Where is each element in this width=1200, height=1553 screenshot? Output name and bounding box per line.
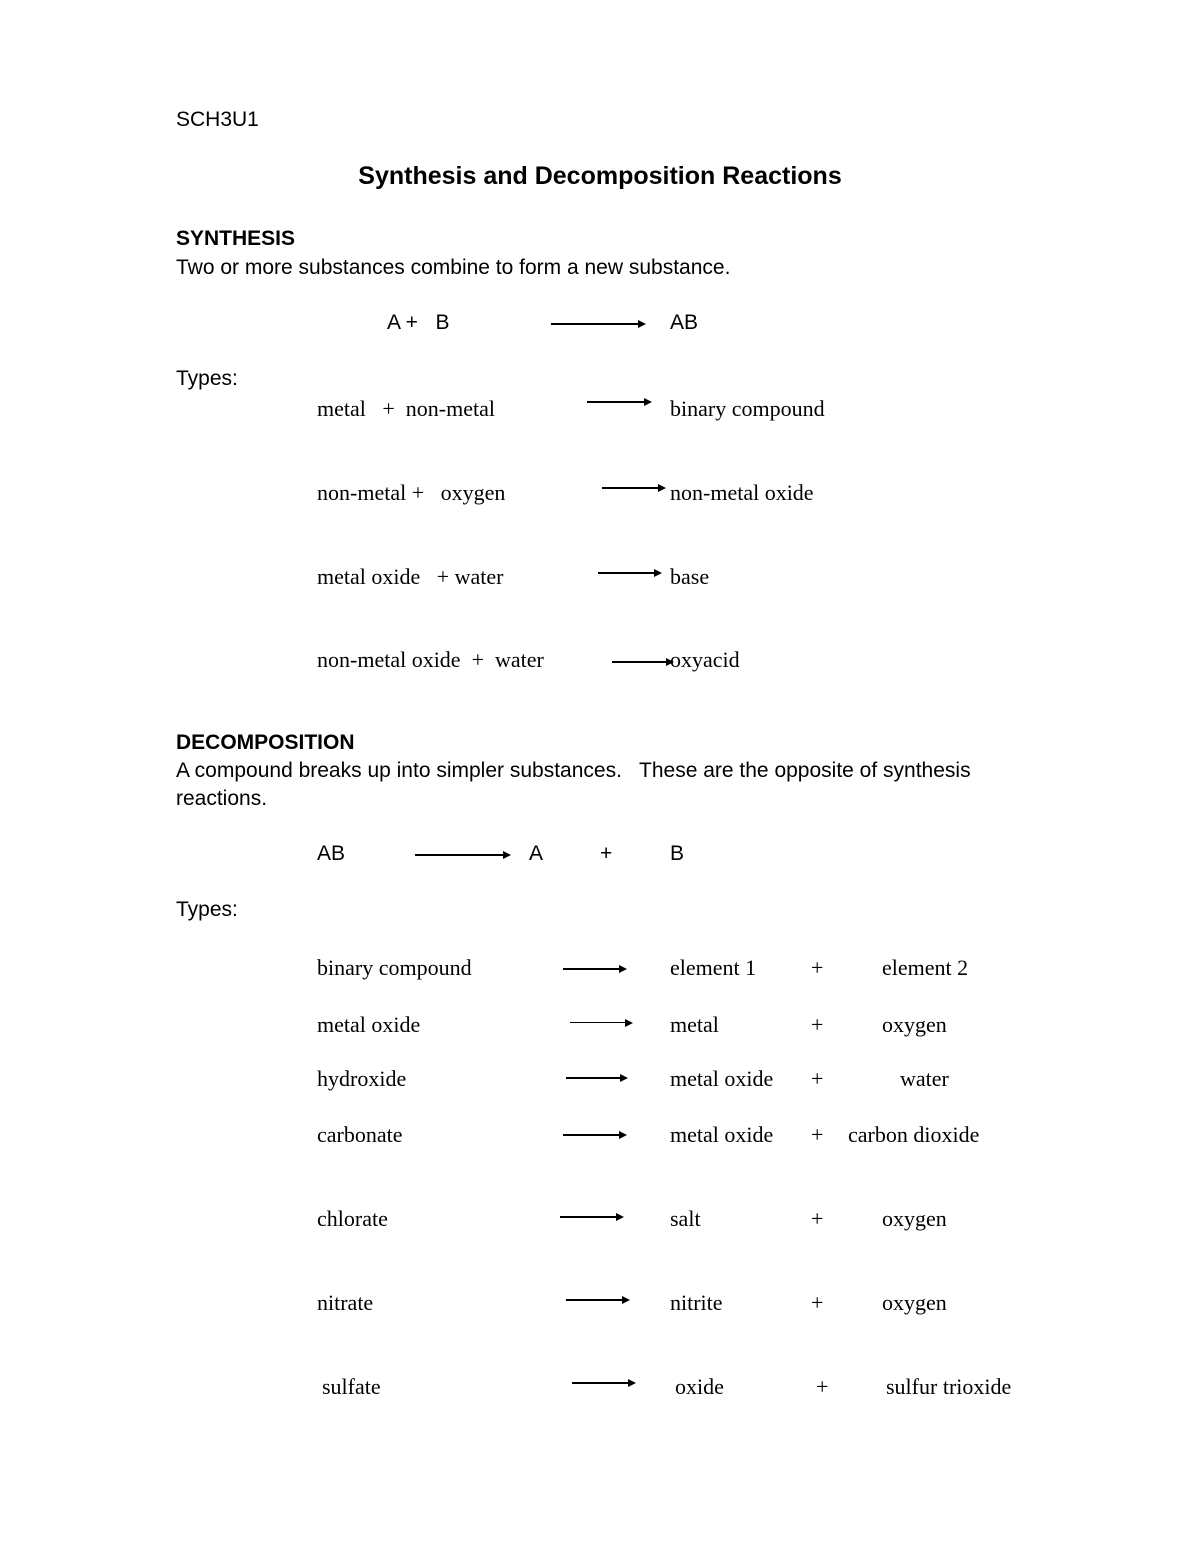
reaction-arrow	[551, 323, 644, 325]
synthesis-types-label: Types:	[176, 367, 238, 390]
decomposition-type-plus: +	[811, 955, 824, 980]
reaction-arrow	[560, 1216, 622, 1218]
decomposition-type-reactant: metal oxide	[317, 1012, 421, 1037]
reaction-arrow	[566, 1299, 628, 1301]
synthesis-type-reactants: non-metal oxide + water	[317, 647, 544, 672]
decomposition-definition: A compound breaks up into simpler substances. These are the opposite of synthesis reactions.	[176, 759, 977, 810]
reaction-arrow	[572, 1382, 634, 1384]
decomposition-type-plus: +	[811, 1206, 824, 1231]
decomposition-type-plus: +	[811, 1066, 824, 1091]
decomposition-type-product2: oxygen	[882, 1290, 947, 1315]
decomposition-type-plus: +	[811, 1012, 824, 1037]
reaction-arrow	[563, 968, 625, 970]
decomposition-type-product2: sulfur trioxide	[886, 1374, 1012, 1399]
decomposition-type-product2: oxygen	[882, 1012, 947, 1037]
decomposition-type-reactant: chlorate	[317, 1206, 388, 1231]
reaction-arrow	[563, 1134, 625, 1136]
synthesis-type-reactants: non-metal + oxygen	[317, 480, 506, 505]
decomposition-type-product1: nitrite	[670, 1290, 723, 1315]
decomposition-general-product2: B	[670, 842, 685, 865]
reaction-arrow	[566, 1077, 626, 1079]
reaction-arrow	[415, 854, 509, 856]
synthesis-type-product: non-metal oxide	[670, 480, 814, 505]
decomposition-type-reactant: nitrate	[317, 1290, 374, 1315]
synthesis-general-reactants: A + B	[387, 311, 450, 334]
decomposition-type-product1: element 1	[670, 955, 757, 980]
decomposition-type-plus: +	[816, 1374, 829, 1399]
decomposition-type-product1: metal	[670, 1012, 719, 1037]
reaction-arrow	[587, 401, 650, 403]
reaction-arrow	[602, 487, 664, 489]
decomposition-type-reactant: hydroxide	[317, 1066, 407, 1091]
decomposition-type-plus: +	[811, 1290, 824, 1315]
decomposition-type-product2: element 2	[882, 955, 969, 980]
synthesis-type-reactants: metal oxide + water	[317, 564, 504, 589]
decomposition-general-reactant: AB	[317, 842, 346, 865]
synthesis-general-product: AB	[670, 311, 699, 334]
decomposition-type-plus: +	[811, 1122, 824, 1147]
reaction-arrow	[570, 1022, 631, 1023]
decomposition-type-reactant: sulfate	[322, 1374, 381, 1399]
decomposition-type-product2: carbon dioxide	[848, 1122, 980, 1147]
synthesis-heading: SYNTHESIS	[176, 227, 296, 250]
course-code: SCH3U1	[176, 108, 259, 131]
synthesis-type-product: binary compound	[670, 396, 825, 421]
reaction-arrow	[612, 661, 672, 663]
decomposition-type-reactant: carbonate	[317, 1122, 403, 1147]
reaction-arrow	[598, 572, 660, 574]
decomposition-types-label: Types:	[176, 898, 238, 921]
decomposition-type-product1: metal oxide	[670, 1066, 774, 1091]
decomposition-general-product1: A	[529, 842, 544, 865]
synthesis-definition: Two or more substances combine to form a new substance.	[176, 256, 731, 279]
synthesis-type-product: base	[670, 564, 710, 589]
decomposition-type-product2: water	[900, 1066, 949, 1091]
decomposition-type-product2: oxygen	[882, 1206, 947, 1231]
decomposition-type-product1: oxide	[675, 1374, 724, 1399]
page-title: Synthesis and Decomposition Reactions	[358, 162, 842, 190]
synthesis-type-product: oxyacid	[670, 647, 740, 672]
decomposition-general-plus: +	[600, 842, 613, 865]
decomposition-heading: DECOMPOSITION	[176, 731, 355, 754]
decomposition-type-reactant: binary compound	[317, 955, 472, 980]
decomposition-type-product1: metal oxide	[670, 1122, 774, 1147]
decomposition-type-product1: salt	[670, 1206, 701, 1231]
synthesis-type-reactants: metal + non-metal	[317, 396, 495, 421]
